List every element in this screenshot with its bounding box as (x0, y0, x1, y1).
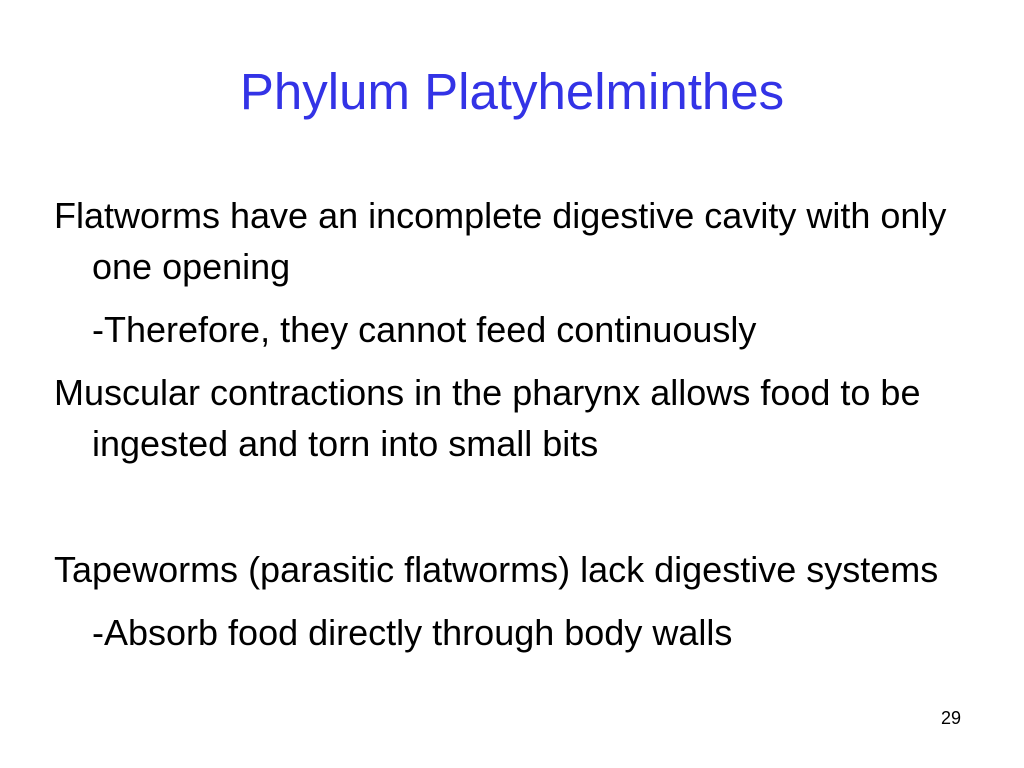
page-number: 29 (940, 708, 961, 728)
paragraph-pharynx: Muscular contractions in the pharynx allows food to be ingested and torn into small bits (54, 372, 921, 464)
blank-line (54, 481, 999, 532)
slide-body (54, 190, 999, 670)
paragraph-flatworms: Flatworms have an incomplete digestive cavity with only one opening (54, 195, 947, 287)
subpoint-absorb: -Absorb food directly through body walls (92, 612, 733, 653)
paragraph-tapeworms: Tapeworms (parasitic flatworms) lack digestive systems (54, 549, 939, 590)
subpoint-feeding: -Therefore, they cannot feed continuously (92, 309, 757, 350)
slide-title: Phylum Platyhelminthes (239, 63, 785, 120)
